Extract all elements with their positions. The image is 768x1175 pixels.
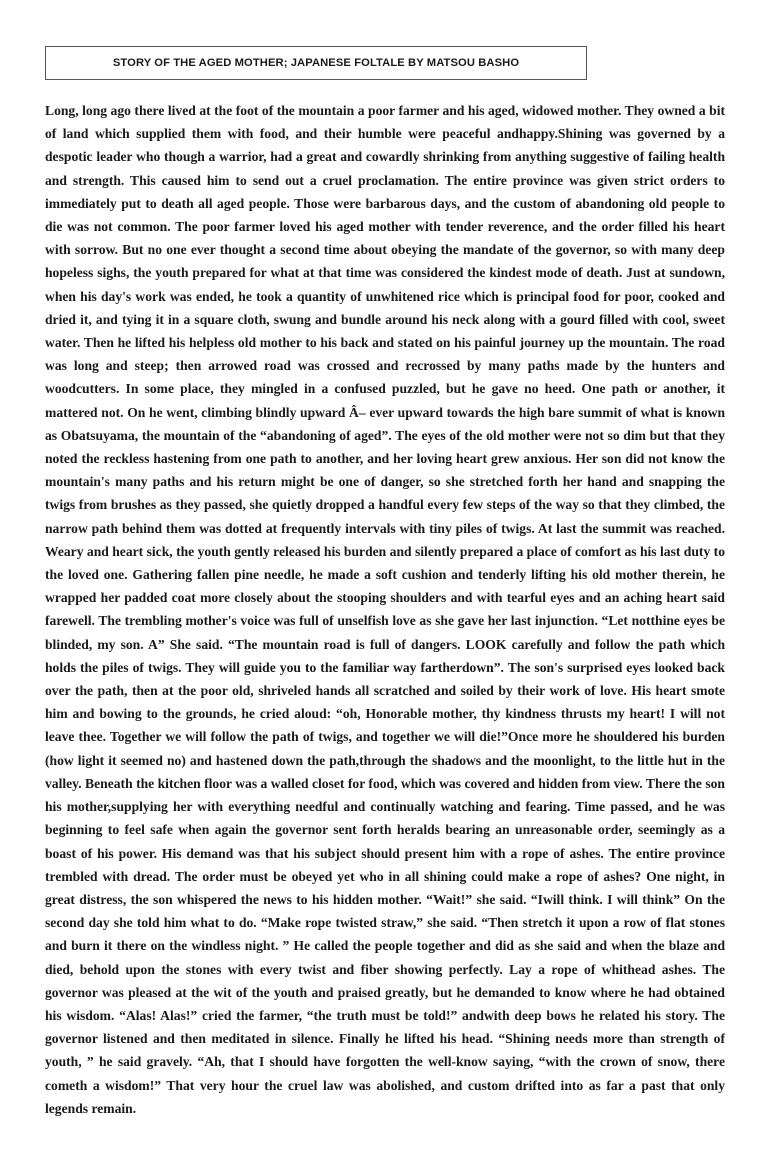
title-box [45,46,587,80]
story-body: Long, long ago there lived at the foot of the mountain a poor farmer and his aged, widowed mother. They owned a bit of land which supplied them with food, and their humble were peaceful andhappy.Shining was governed by a despotic leader who though a warrior, had a great and cowardly shrinking from anything suggestive of failing health and strength. This caused him to send out a cruel proclamation. The entire province was given strict orders to immediately put to death all aged people. Those were barbarous days, and the custom of abandoning old people to die was not common. The poor farmer loved his aged mother with tender reverence, and the order filled his heart with sorrow. But no one ever thought a second time about obeying the mandate of the governor, so with many deep hopeless sighs, the youth prepared for what at that time was considered the kindest mode of death. Just at sundown, when his day's work was ended, he took a quantity of unwhitened rice which is principal food for poor, cooked and dried it, and tying it in a square cloth, swung and bundle around his neck along with a gourd filled with cool, sweet water. Then he lifted his helpless old mother to his back and stated on his painful journey up the mountain. The road was long and steep; then arrowed road was crossed and recrossed by many paths made by the hunters and woodcutters. In some place, they mingled in a confused puzzled, but he gave no heed. One path or another, it mattered not. On he went, climbing blindly upward Â– ever upward towards the high bare summit of what is known as Obatsuyama, the mountain of the “abandoning of aged”. The eyes of the old mother were not so dim but that they noted the reckless hastening from one path to another, and her loving heart grew anxious. Her son did not know the mountain's many paths and his return might be one of danger, so she stretched forth her hand and snapping the twigs from brushes as they passed, she quietly dropped a handful every few steps of the way so that they climbed, the narrow path behind them was dotted at frequently intervals with tiny piles of twigs. At last the summit was reached. Weary and heart sick, the youth gently released his burden and silently prepared a place of comfort as his last duty to the loved one. Gathering fallen pine needle, he made a soft cushion and tenderly lifting his old mother therein, he wrapped her padded coat more closely about the stooping shoulders and with tearful eyes and an aching heart said farewell. The trembling mother's voice was full of unselfish love as she gave her last injunction. “Let notthine eyes be blinded, my son. A” She said. “The mountain road is full of dangers. LOOK carefully and follow the path which holds the piles of twigs. They will guide you to the familiar way fartherdown”. The son's surprised eyes looked back over the path, then at the poor old, shriveled hands all scratched and soiled by their work of love. His heart smote him and bowing to the grounds, he cried aloud: “oh, Honorable mother, thy kindness thrusts my heart! I will not leave thee. Together we will follow the path of twigs, and together we will die!”Once more he shouldered his burden (how light it seemed no) and hastened down the path,through the shadows and the moonlight, to the little hut in the valley. Beneath the kitchen floor was a walled closet for food, which was covered and hidden from view. There the son his mother,supplying her with everything needful and continually watching and fearing. Time passed, and he was beginning to feel safe when again the governor sent forth heralds bearing an unreasonable order, seemingly as a boast of his power. His demand was that his subject should present him with a rope of ashes. The entire province trembled with dread. The order must be obeyed yet who in all shining could make a rope of ashes? One night, in great distress, the son whispered the news to his hidden mother. “Wait!” she said. “Iwill think. I will think” On the second day she told him what to do. “Make rope twisted straw,” she said. “Then stretch it upon a row of flat stones and burn it there on the windless night. ” He called the people together and did as she said and when the blaze and died, behold upon the stones with every twist and fiber showing perfectly. Lay a rope of whithead ashes. The governor was pleased at the wit of the youth and praised greatly, but he demanded to know where he had obtained his wisdom. “Alas! Alas!” cried the farmer, “the truth must be told!” andwith deep bows he related his story. The governor listened and then meditated in silence. Finally he lifted his head. “Shining needs more than strength of youth, ” he said gravely. “Ah, that I should have forgotten the well-know saying, “with the crown of snow, there cometh a wisdom!” That very hour the cruel law was abolished, and custom drifted into as far a past that only legends remain. [45,103,725,1116]
document-title: STORY OF THE AGED MOTHER; JAPANESE FOLTALE BY MATSOU BASHO [112,57,520,69]
